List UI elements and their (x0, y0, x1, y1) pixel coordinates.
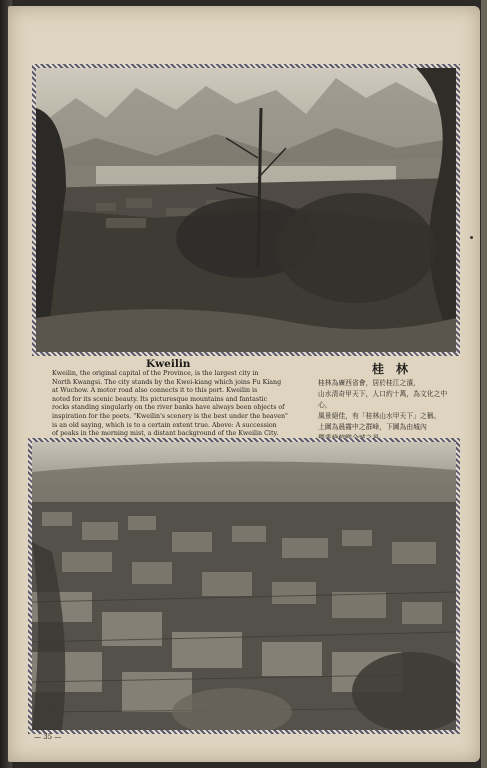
top-photo-frame (32, 64, 460, 356)
caption-title-en: Kweilin (146, 358, 191, 370)
caption-body-en (52, 370, 314, 447)
caption-line: 山水清奇甲天下，人口約十萬，為文化之中心， (318, 390, 448, 409)
caption-line: North Kwangsi. The city stands by the Kwei-kiang which joins Fu Kiang (52, 378, 282, 386)
page-number: — 35 — (34, 733, 62, 741)
caption-line: rocks standing singularly on the river banks have always been objects of (52, 404, 285, 412)
bottom-photo-frame (28, 438, 460, 734)
top-photo-misty-peaks (36, 68, 456, 352)
caption-line: is an old saying, which is to a certain extent true. Above: A succession (52, 421, 277, 429)
caption-line: 風景絕佳，有「桂林山水甲天下」之稱。 (318, 412, 441, 420)
caption-line: 桂林為廣西省會，居於桂江之濱， (318, 379, 420, 387)
caption-line: Kweilin, the original capital of the Province, is the largest city in (52, 370, 259, 377)
caption-line: at Wuchow. A motor road also connects it to this port. Kweilin is (52, 387, 258, 395)
margin-mark (470, 236, 473, 239)
caption-line: inspiration for the poets. "Kweilin's scenery is the best under the heaven" (52, 412, 288, 420)
caption-line: noted for its scenic beauty. Its picturesque mountains and fantastic (52, 395, 268, 403)
bottom-photo-city-view (32, 442, 456, 730)
caption-body-zh (318, 378, 456, 444)
caption-line: 上圖為晨霧中之群峰，下圖為由城內 (318, 423, 427, 431)
caption-title-zh: 桂林 (372, 362, 421, 376)
page-edge-shadow (481, 0, 487, 768)
caption-line: of peaks in the morning mist, a distant background of the Kweilin City. (52, 430, 279, 438)
